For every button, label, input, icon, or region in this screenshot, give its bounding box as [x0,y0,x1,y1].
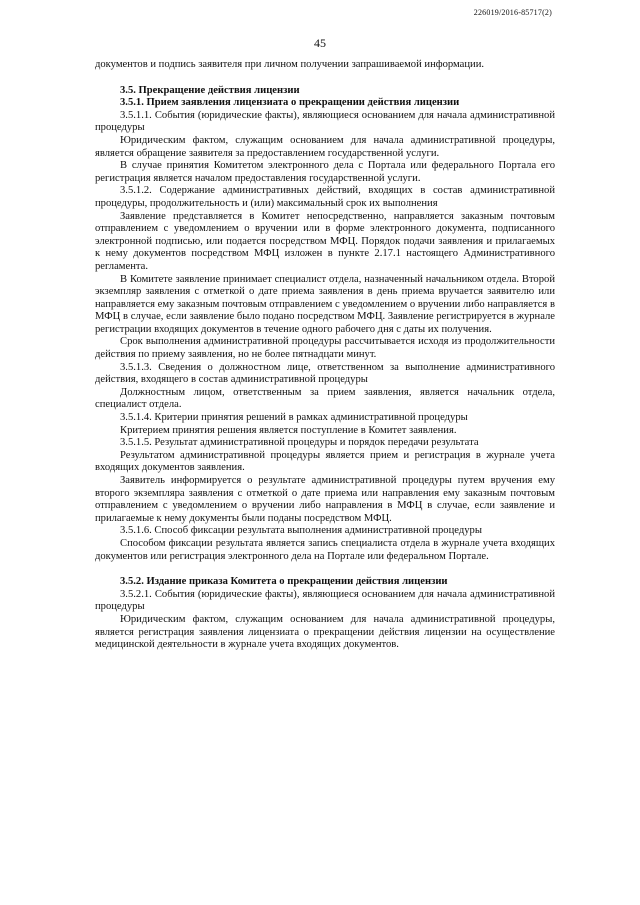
paragraph: Должностным лицом, ответственным за прием заявления, является начальник отдела, специалист отдела. [95,386,555,411]
paragraph: Юридическим фактом, служащим основанием для начала административной процедуры, является регистрация заявления лицензиата о прекращении действия лицензии на осуществление медицинской деятельности в журнале учета входящих документов. [95,613,555,651]
paragraph: В Комитете заявление принимает специалист отдела, назначенный начальником отдела. Второй экземпляр заявления с отметкой о дате приема заявления в день приема вручается заявителю или направляется ему заказным почтовым отправлением с уведомлением о вручении либо направляется в МФЦ в случае, если заявление было подано посредством МФЦ. Заявление регистрируется в журнале регистрации входящих документов в течение одного рабочего дня с даты их получения. [95,273,555,335]
paragraph: Критерием принятия решения является поступление в Комитет заявления. [120,424,457,436]
paragraph: 3.5.1.2. Содержание административных действий, входящих в состав административной процедуры, продолжительность и (или) максимальный срок их выполнения [95,185,555,209]
spacer [95,72,555,85]
spacer [95,563,555,576]
paragraph: Заявитель информируется о результате административной процедуры путем вручения ему второго экземпляра заявления с отметкой о дате приема или направления ему заказным почтовым отправлением с уведомлением о вручении либо направления в МФЦ в случае, если заявление и прилагаемые к нему документы были поданы посредством МФЦ. [95,475,555,524]
paragraph: документов и подпись заявителя при личном получении запрашиваемой информации. [95,59,485,70]
subsection-heading: 3.5.2. Издание приказа Комитета о прекращении действия лицензии [120,576,448,588]
paragraph: 3.5.1.1. События (юридические факты), являющиеся основанием для начала административной процедуры [95,109,555,134]
paragraph: 3.5.1.5. Результат административной процедуры и порядок передачи результата [120,437,479,449]
paragraph: 3.5.1.4. Критерии принятия решений в рамках административной процедуры [120,412,468,424]
paragraph: 3.5.2.1. События (юридические факты), являющиеся основанием для начала административной процедуры [95,588,555,613]
page-number: 45 [314,36,326,50]
paragraph: Способом фиксации результата является запись специалиста отдела в журнале учета входящих документов или регистрация электронного дела на Портале или федеральном Портале. [95,537,555,562]
paragraph: Результатом административной процедуры является прием и регистрация в журнале учета входящих документов заявления. [95,449,555,474]
document-number: 226019/2016-85717(2) [473,8,552,17]
document-body [95,59,555,652]
paragraph: 3.5.1.6. Способ фиксации результата выполнения административной процедуры [120,525,482,537]
paragraph: 3.5.1.3. Сведения о должностном лице, ответственном за выполнение административного действия, входящего в состав административной процедуры [95,361,555,386]
paragraph: Заявление представляется в Комитет непосредственно, направляется заказным почтовым отправлением с уведомлением о вручении или в форме электронного документа, подписанного электронной подписью, или подается посредством МФЦ. Порядок подачи заявления и прилагаемых к нему документов посредством МФЦ изложен в пункте 2.17.1 настоящего Административного регламента. [95,210,555,272]
paragraph: Срок выполнения административной процедуры рассчитывается исходя из продолжительности действия по приему заявления, но не более пятнадцати минут. [95,336,555,361]
paragraph: Юридическим фактом, служащим основанием для начала административной процедуры, является обращение заявителя за предоставлением государственной услуги. [95,134,555,159]
paragraph: В случае принятия Комитетом электронного дела с Портала или федерального Портала его регистрация является началом предоставления государственной услуги. [95,160,555,184]
section-heading: 3.5. Прекращение действия лицензии [120,84,300,96]
subsection-heading: 3.5.1. Прием заявления лицензиата о прекращении действия лицензии [120,97,460,109]
